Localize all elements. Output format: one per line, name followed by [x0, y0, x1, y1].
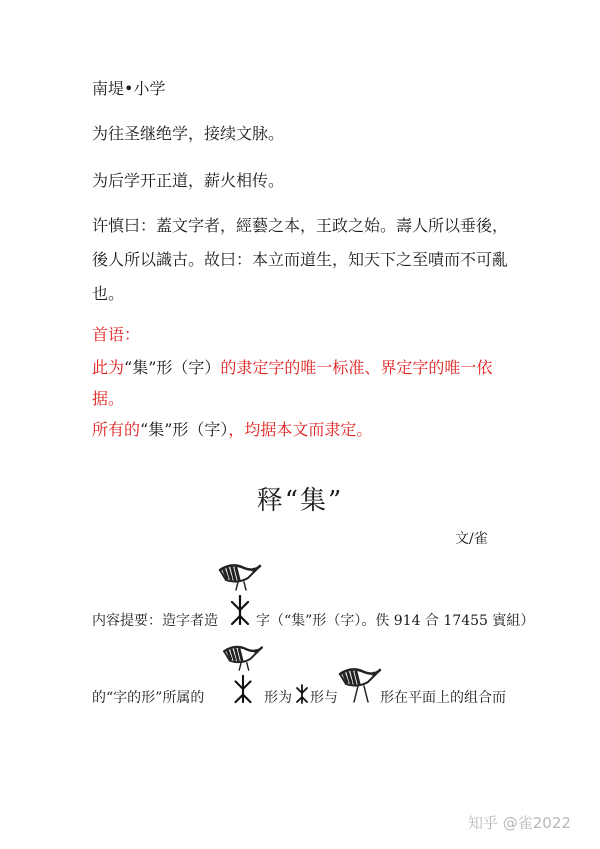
summary-row-2-text-b: 形为: [264, 690, 292, 706]
bird-glyph-icon: [336, 664, 382, 704]
summary-row-1-text-b: 字（“集”形（字）。佚 914 合 17455 賓組）: [256, 613, 535, 629]
preface-line-3: [92, 420, 372, 440]
zhihu-watermark: 知乎 @雀2022: [468, 814, 571, 832]
summary-row-1-text-a: 内容提要：造字者造: [92, 613, 218, 629]
preface-heading: 首语：: [92, 325, 141, 344]
preface-text: 的隶定字的唯一标准、界定字的唯一依: [220, 358, 493, 377]
quote-line-2: 後人所以識古。故曰：本立而道生，知天下之至嘖而不可亂: [92, 250, 509, 269]
preface-text: 此为: [92, 358, 125, 377]
quote-line-1: 许慎曰：蓋文字者，經藝之本，王政之始。壽人所以垂後，: [92, 216, 509, 235]
article-title: 释“集”: [256, 486, 344, 516]
preface-ji-term: “集”形（字）: [140, 420, 229, 439]
summary-row-2-text-c: 形与: [310, 690, 338, 706]
quote-line-3: 也。: [92, 284, 125, 303]
article-author: 文/雀: [455, 531, 488, 547]
preface-text: ，均据本文而隶定。: [228, 420, 373, 439]
motto-line-1: 为往圣继绝学，接续文脉。: [92, 124, 285, 143]
summary-row-2-text-a: 的“字的形”所属的: [92, 690, 205, 706]
preface-text: 所有的: [92, 420, 141, 439]
source-label: 南堤•小学: [92, 79, 166, 98]
summary-row-2-text-d: 形在平面上的组合而: [380, 690, 506, 706]
preface-ji-term: “集”形（字）: [124, 358, 221, 377]
preface-line-2: 据。: [92, 389, 125, 408]
preface-line-1: [92, 358, 492, 378]
motto-line-2: 为后学开正道，薪火相传。: [92, 171, 285, 190]
bird-on-tree-glyph-icon: [218, 640, 268, 704]
tree-glyph-icon: [295, 684, 309, 704]
